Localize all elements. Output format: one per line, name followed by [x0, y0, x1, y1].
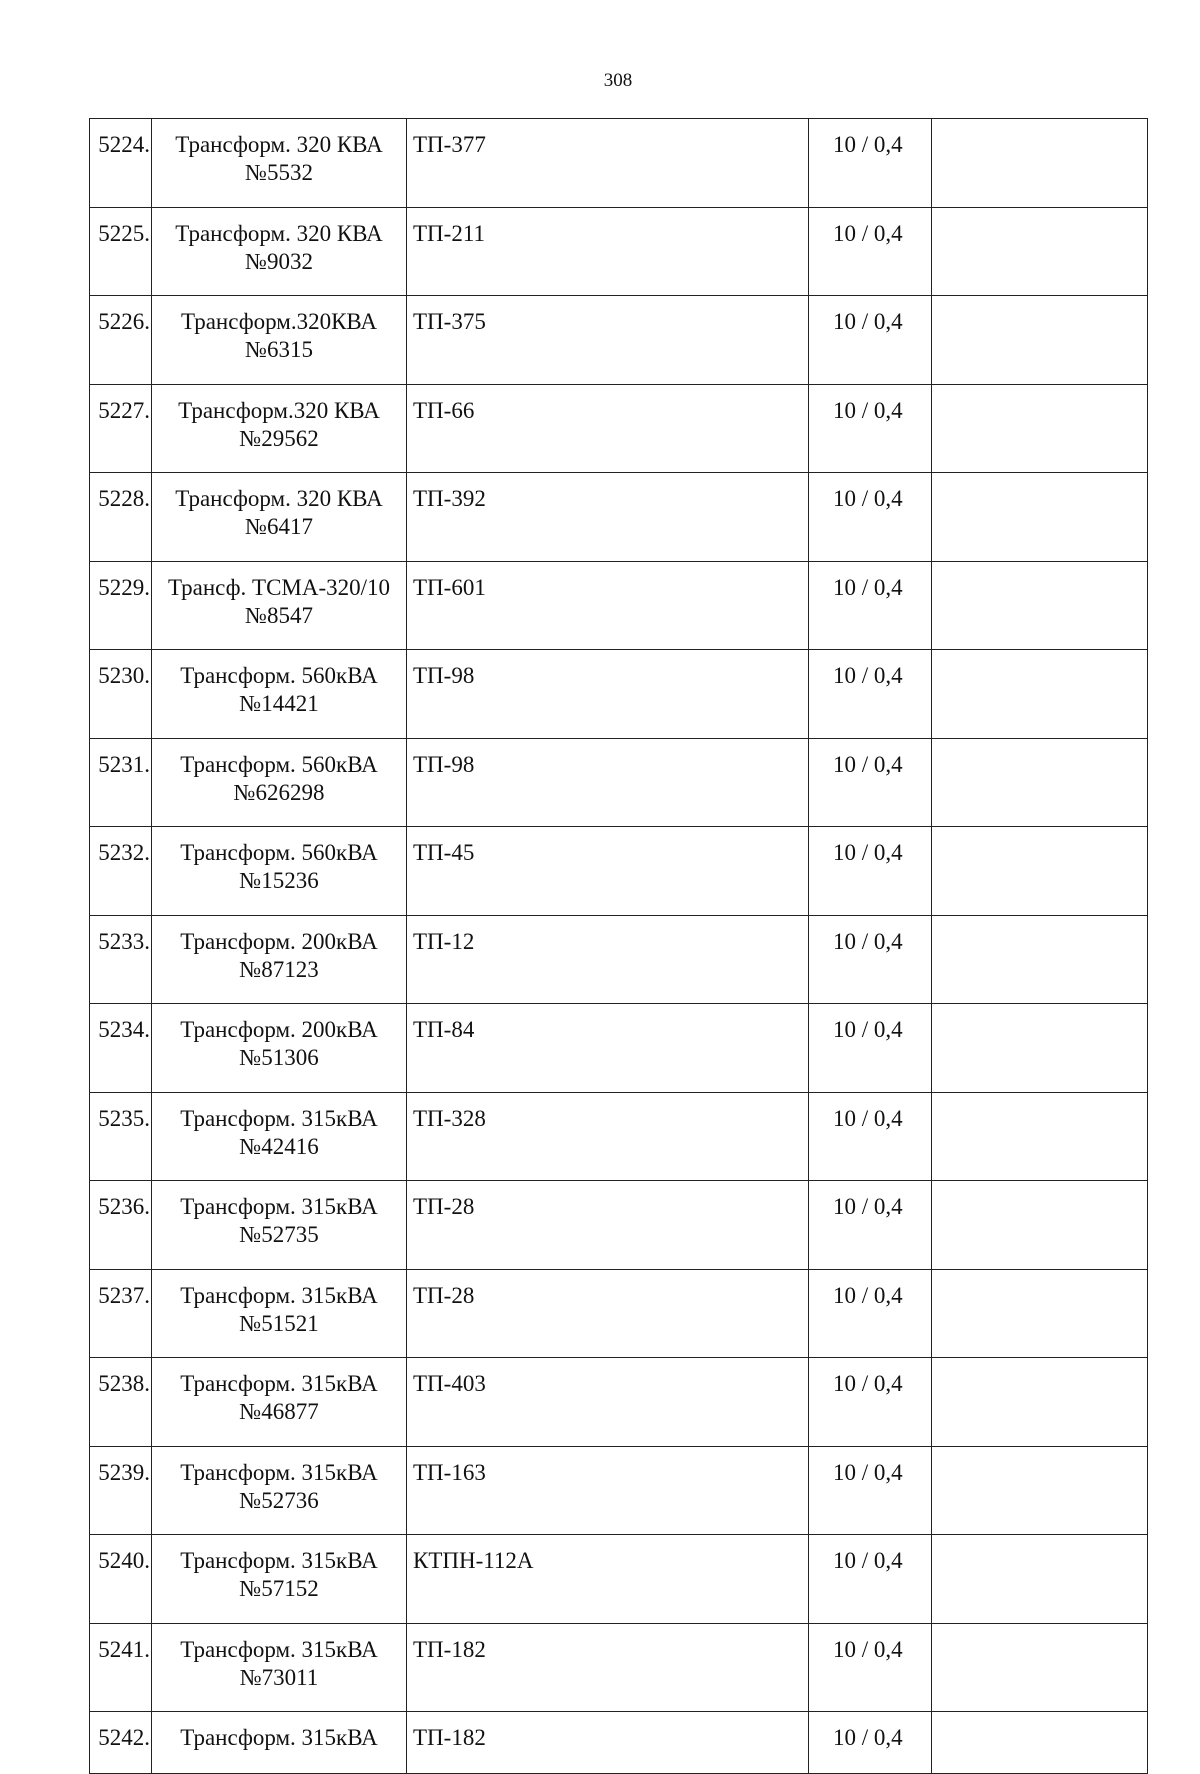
substation-location: КТПН-112А [407, 1535, 809, 1624]
substation-location: ТП-98 [407, 738, 809, 827]
row-number: 5242. [90, 1712, 152, 1774]
table-row [90, 207, 1148, 296]
equipment-name [152, 738, 407, 827]
row-number: 5228. [90, 473, 152, 562]
extra-cell [932, 1092, 1148, 1181]
table-row [90, 384, 1148, 473]
row-number: 5230. [90, 650, 152, 739]
row-number: 5232. [90, 827, 152, 916]
substation-location: ТП-28 [407, 1269, 809, 1358]
table-row [90, 1712, 1148, 1774]
voltage-rating: 10 / 0,4 [809, 1712, 932, 1774]
table-row [90, 1004, 1148, 1093]
extra-cell [932, 827, 1148, 916]
table-row [90, 296, 1148, 385]
equipment-serial: №14421 [239, 691, 319, 716]
extra-cell [932, 1712, 1148, 1774]
voltage-rating: 10 / 0,4 [809, 827, 932, 916]
voltage-rating: 10 / 0,4 [809, 1535, 932, 1624]
equipment-serial: №73011 [239, 1664, 319, 1690]
row-number: 5239. [90, 1446, 152, 1535]
equipment-name-line1: Трансформ. 560кВА [180, 751, 378, 777]
equipment-serial: №5532 [245, 160, 313, 185]
row-number: 5225. [90, 207, 152, 296]
equipment-serial: №87123 [239, 956, 319, 982]
equipment-serial: №6417 [245, 514, 313, 539]
voltage-rating: 10 / 0,4 [809, 384, 932, 473]
equipment-name [152, 119, 407, 208]
voltage-rating: 10 / 0,4 [809, 1004, 932, 1093]
substation-location: ТП-28 [407, 1181, 809, 1270]
equipment-name-line1: Трансформ. 320 КВА [175, 132, 383, 157]
equipment-name-line1: Трансформ. 315кВА [180, 1459, 378, 1485]
equipment-serial: №46877 [239, 1399, 319, 1424]
table-row [90, 1535, 1148, 1624]
equipment-name [152, 1712, 407, 1774]
row-number: 5229. [90, 561, 152, 650]
voltage-rating: 10 / 0,4 [809, 1623, 932, 1712]
extra-cell [932, 296, 1148, 385]
equipment-name-line1: Трансф. ТСМА-320/10 [167, 574, 391, 600]
equipment-serial: №6315 [245, 337, 313, 362]
equipment-name [152, 1535, 407, 1624]
equipment-serial: №9032 [245, 248, 313, 274]
substation-location: ТП-182 [407, 1712, 809, 1774]
registry-table-body [90, 119, 1148, 1774]
equipment-serial: №52735 [239, 1222, 319, 1247]
equipment-serial: №57152 [239, 1576, 319, 1601]
substation-location: ТП-98 [407, 650, 809, 739]
substation-location: ТП-84 [407, 1004, 809, 1093]
substation-location: ТП-45 [407, 827, 809, 916]
extra-cell [932, 915, 1148, 1004]
equipment-name-line1: Трансформ. 315кВА [180, 1282, 378, 1308]
extra-cell [932, 738, 1148, 827]
row-number: 5226. [90, 296, 152, 385]
equipment-serial: №8547 [245, 602, 313, 628]
substation-location: ТП-328 [407, 1092, 809, 1181]
equipment-serial: №626298 [233, 779, 325, 805]
extra-cell [932, 119, 1148, 208]
page-number: 308 [603, 70, 633, 91]
extra-cell [932, 1446, 1148, 1535]
equipment-name [152, 1623, 407, 1712]
substation-location: ТП-392 [407, 473, 809, 562]
row-number: 5231. [90, 738, 152, 827]
voltage-rating: 10 / 0,4 [809, 207, 932, 296]
substation-location: ТП-12 [407, 915, 809, 1004]
equipment-name [152, 827, 407, 916]
voltage-rating: 10 / 0,4 [809, 119, 932, 208]
equipment-name [152, 473, 407, 562]
equipment-name [152, 207, 407, 296]
equipment-name [152, 1004, 407, 1093]
voltage-rating: 10 / 0,4 [809, 561, 932, 650]
table-row [90, 650, 1148, 739]
equipment-name-line1: Трансформ. 315кВА [180, 1371, 378, 1396]
table-row [90, 827, 1148, 916]
row-number: 5240. [90, 1535, 152, 1624]
substation-location: ТП-163 [407, 1446, 809, 1535]
equipment-name-line1: Трансформ. 315кВА [180, 1194, 378, 1219]
extra-cell [932, 1269, 1148, 1358]
voltage-rating: 10 / 0,4 [809, 650, 932, 739]
voltage-rating: 10 / 0,4 [809, 1092, 932, 1181]
substation-location: ТП-601 [407, 561, 809, 650]
table-row [90, 119, 1148, 208]
extra-cell [932, 561, 1148, 650]
equipment-serial: №51306 [239, 1045, 319, 1070]
equipment-name [152, 561, 407, 650]
table-row [90, 1446, 1148, 1535]
equipment-name [152, 296, 407, 385]
substation-location: ТП-66 [407, 384, 809, 473]
table-row [90, 1623, 1148, 1712]
row-number: 5237. [90, 1269, 152, 1358]
equipment-name-line1: Трансформ.320 КВА [178, 397, 380, 423]
equipment-serial: №29562 [239, 425, 319, 451]
equipment-name-line1: Трансформ. 560кВА [180, 840, 378, 865]
extra-cell [932, 1623, 1148, 1712]
table-row [90, 1358, 1148, 1447]
equipment-serial: №42416 [239, 1133, 319, 1159]
row-number: 5233. [90, 915, 152, 1004]
extra-cell [932, 1535, 1148, 1624]
table-row [90, 561, 1148, 650]
table-row [90, 738, 1148, 827]
equipment-name-line1: Трансформ. 315кВА [180, 1105, 378, 1131]
table-row [90, 1269, 1148, 1358]
registry-table [89, 118, 1148, 1774]
equipment-name [152, 1446, 407, 1535]
equipment-name [152, 384, 407, 473]
row-number: 5241. [90, 1623, 152, 1712]
row-number: 5224. [90, 119, 152, 208]
extra-cell [932, 207, 1148, 296]
extra-cell [932, 650, 1148, 739]
extra-cell [932, 473, 1148, 562]
voltage-rating: 10 / 0,4 [809, 1446, 932, 1535]
equipment-serial: №51521 [239, 1310, 319, 1336]
equipment-name [152, 650, 407, 739]
equipment-name-line1: Трансформ. 315кВА [180, 1636, 378, 1662]
voltage-rating: 10 / 0,4 [809, 473, 932, 562]
voltage-rating: 10 / 0,4 [809, 1269, 932, 1358]
voltage-rating: 10 / 0,4 [809, 738, 932, 827]
equipment-name [152, 1358, 407, 1447]
table-row [90, 1181, 1148, 1270]
row-number: 5227. [90, 384, 152, 473]
substation-location: ТП-377 [407, 119, 809, 208]
equipment-serial: №15236 [239, 868, 319, 893]
extra-cell [932, 1004, 1148, 1093]
equipment-name-line1: Трансформ. 320 КВА [175, 486, 383, 511]
equipment-name [152, 1092, 407, 1181]
substation-location: ТП-211 [407, 207, 809, 296]
extra-cell [932, 1358, 1148, 1447]
equipment-name [152, 1181, 407, 1270]
voltage-rating: 10 / 0,4 [809, 296, 932, 385]
extra-cell [932, 384, 1148, 473]
extra-cell [932, 1181, 1148, 1270]
table-row [90, 1092, 1148, 1181]
voltage-rating: 10 / 0,4 [809, 1181, 932, 1270]
row-number: 5234. [90, 1004, 152, 1093]
table-row [90, 915, 1148, 1004]
equipment-name [152, 1269, 407, 1358]
row-number: 5236. [90, 1181, 152, 1270]
voltage-rating: 10 / 0,4 [809, 915, 932, 1004]
row-number: 5238. [90, 1358, 152, 1447]
equipment-name-line1: Трансформ.320КВА [181, 309, 377, 334]
row-number: 5235. [90, 1092, 152, 1181]
equipment-name-line1: Трансформ. 320 КВА [175, 220, 383, 246]
voltage-rating: 10 / 0,4 [809, 1358, 932, 1447]
substation-location: ТП-403 [407, 1358, 809, 1447]
equipment-name-line1: Трансформ. 315кВА [180, 1725, 378, 1750]
equipment-serial: №52736 [239, 1487, 319, 1513]
substation-location: ТП-182 [407, 1623, 809, 1712]
table-row [90, 473, 1148, 562]
equipment-name-line1: Трансформ. 560кВА [180, 663, 378, 688]
equipment-name-line1: Трансформ. 200кВА [180, 1017, 378, 1042]
equipment-name-line1: Трансформ. 200кВА [180, 928, 378, 954]
equipment-name [152, 915, 407, 1004]
equipment-name-line1: Трансформ. 315кВА [180, 1548, 378, 1573]
substation-location: ТП-375 [407, 296, 809, 385]
